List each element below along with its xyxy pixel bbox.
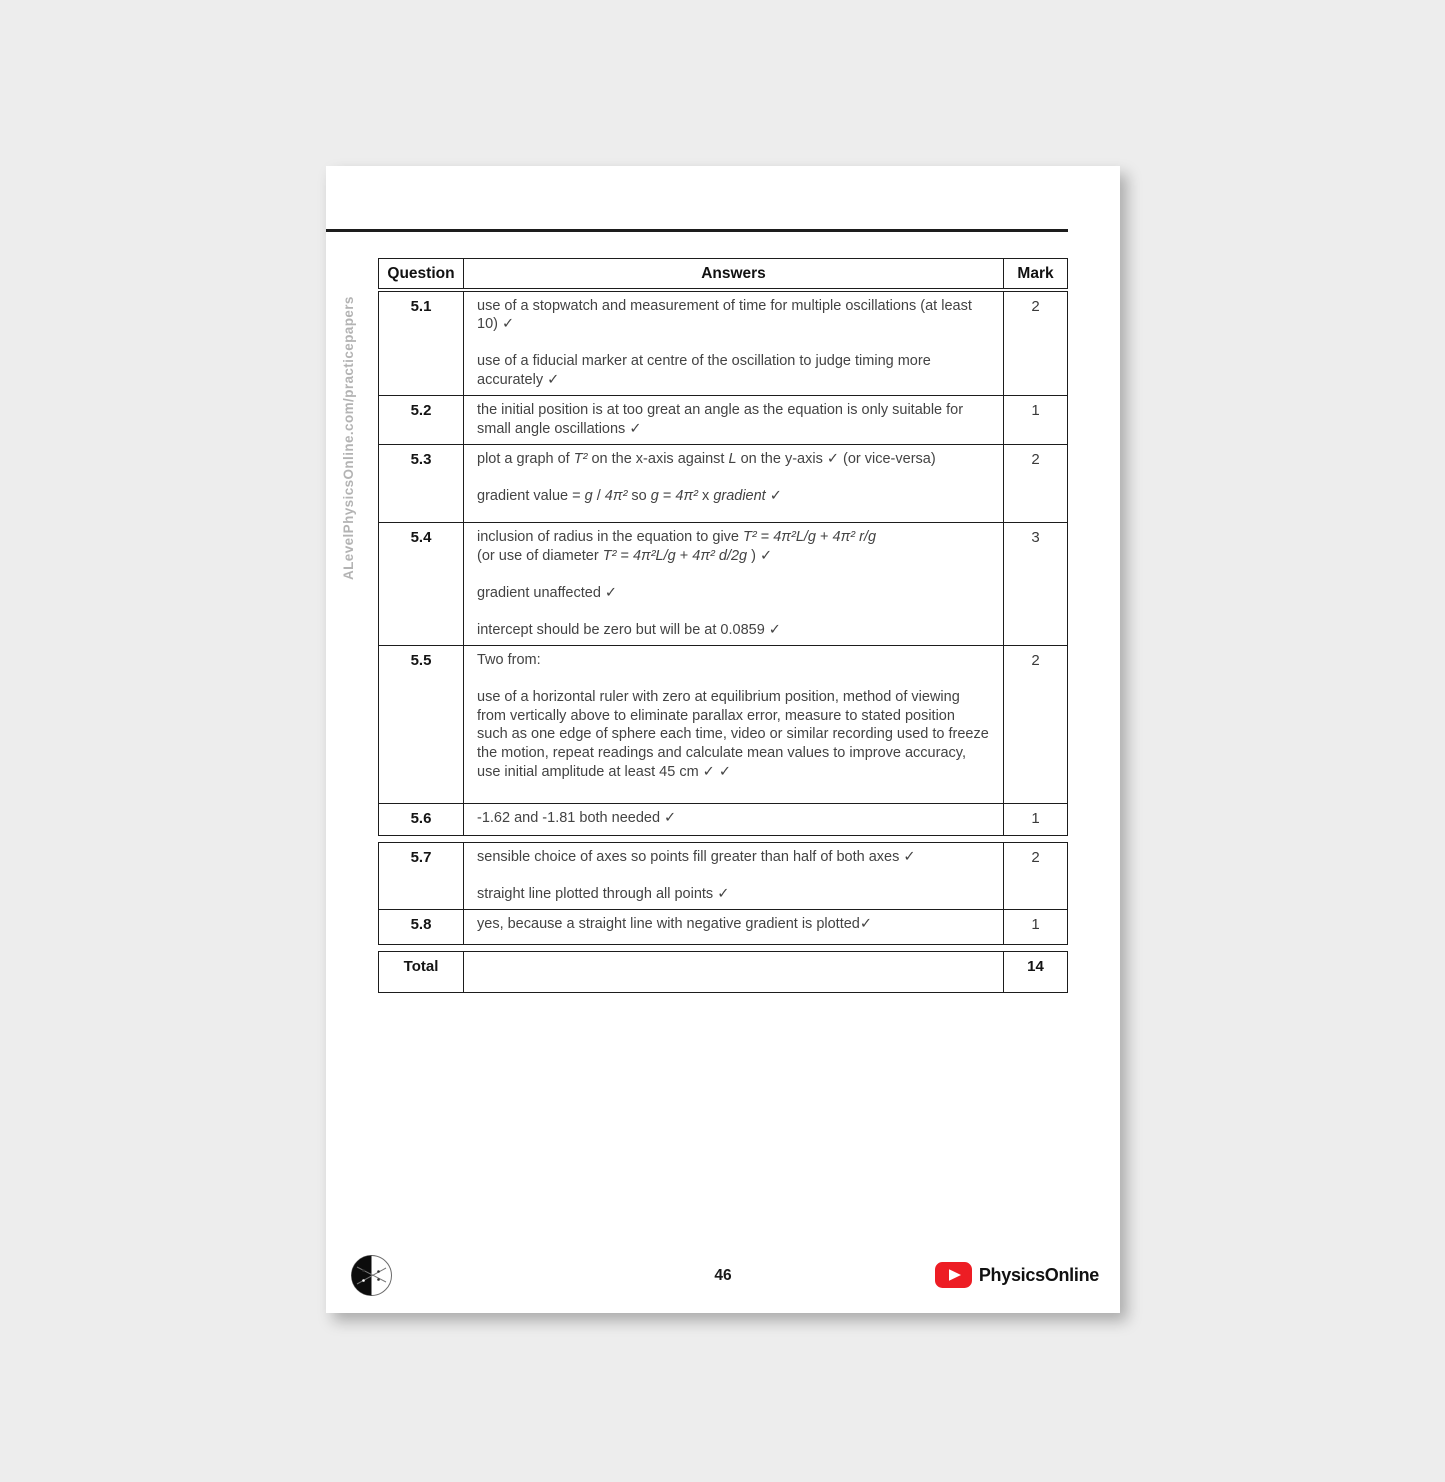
table-row (378, 395, 1068, 445)
answer-paragraph (477, 565, 989, 584)
document-page (326, 166, 1120, 1313)
answer-paragraph: use of a horizontal ruler with zero at equilibrium position, method of viewing from vertically above to eliminate parallax error, measure to stated position such as one edge of sphere each time, video or similar recording used to freeze the motion, repeat readings and calculate mean values to improve accuracy, use initial amplitude at least 45 cm ✓ ✓ (477, 689, 989, 780)
answer-cell (464, 952, 1003, 992)
answer-paragraph: use of a fiducial marker at centre of the oscillation to judge timing more accurately ✓ (477, 353, 931, 388)
question-cell: 5.8 (379, 910, 464, 944)
mark-cell: 2 (1003, 843, 1067, 910)
table-row (378, 444, 1068, 524)
mark-cell: 2 (1003, 292, 1067, 396)
table-row (378, 803, 1068, 836)
youtube-icon (935, 1262, 972, 1288)
question-cell: 5.7 (379, 843, 464, 910)
table-body (378, 291, 1068, 993)
answer-paragraph (477, 468, 989, 487)
answer-paragraph: gradient value = g / 4π² so g = 4π² x gradient ✓ (477, 487, 782, 504)
mark-cell: 1 (1003, 804, 1067, 835)
page-number: 46 (714, 1267, 732, 1284)
answer-cell (464, 523, 1003, 646)
mark-cell: 3 (1003, 523, 1067, 646)
answer-cell (464, 445, 1003, 523)
answer-paragraph (477, 670, 989, 689)
table-header-mark: Mark (1003, 259, 1067, 288)
table-row (378, 909, 1068, 945)
table-row (378, 291, 1068, 397)
answer-cell (464, 646, 1003, 804)
header-rule (326, 229, 1068, 232)
answer-paragraph (477, 334, 989, 353)
brand-name: PhysicsOnline (978, 1264, 1099, 1285)
mark-cell: 1 (1003, 396, 1067, 444)
answer-paragraph: plot a graph of T² on the x-axis against L on the y-axis ✓ (or vice-versa) (477, 450, 936, 467)
table-header-row (378, 258, 1068, 289)
question-cell: 5.4 (379, 523, 464, 646)
answer-paragraph: yes, because a straight line with negative gradient is plotted✓ (477, 916, 873, 933)
answer-paragraph: Two from: (477, 651, 541, 668)
answer-cell (464, 804, 1003, 835)
table-row (378, 522, 1068, 647)
question-cell: Total (379, 952, 464, 992)
mark-cell: 2 (1003, 445, 1067, 523)
question-cell: 5.5 (379, 646, 464, 804)
question-cell: 5.3 (379, 445, 464, 523)
answer-paragraph: intercept should be zero but will be at 0.0859 ✓ (477, 621, 781, 638)
answer-cell (464, 910, 1003, 944)
table-row-total (378, 951, 1068, 993)
answer-paragraph: use of a stopwatch and measurement of time for multiple oscillations (at least 10) ✓ (477, 297, 972, 333)
answer-cell (464, 292, 1003, 396)
answer-paragraph: gradient unaffected ✓ (477, 584, 618, 601)
brand-footer (935, 1262, 1099, 1288)
answer-cell (464, 396, 1003, 444)
table-row (378, 842, 1068, 911)
table-row (378, 645, 1068, 805)
mark-scheme-table (378, 258, 1068, 993)
mark-cell: 2 (1003, 646, 1067, 804)
answer-cell (464, 843, 1003, 910)
answer-paragraph: inclusion of radius in the equation to give T² = 4π²L/g + 4π² r/g (477, 528, 877, 545)
answer-paragraph: straight line plotted through all points ✓ (477, 886, 730, 903)
table-header-question: Question (379, 259, 464, 288)
question-cell: 5.6 (379, 804, 464, 835)
question-cell: 5.2 (379, 396, 464, 444)
table-header-answers: Answers (701, 264, 766, 282)
mark-cell: 14 (1003, 952, 1067, 992)
sidebar-watermark-url: ALevelPhysicsOnline.com/practicepapers (341, 296, 356, 580)
question-cell: 5.1 (379, 292, 464, 396)
answer-paragraph (477, 602, 989, 621)
answer-paragraph (477, 866, 989, 885)
mark-cell: 1 (1003, 910, 1067, 944)
answer-paragraph: -1.62 and -1.81 both needed ✓ (477, 810, 677, 827)
answer-paragraph: sensible choice of axes so points fill greater than half of both axes ✓ (477, 848, 916, 865)
answer-paragraph: (or use of diameter T² = 4π²L/g + 4π² d/2g ) ✓ (477, 547, 773, 564)
answer-paragraph: the initial position is at too great an angle as the equation is only suitable for small angle oscillations ✓ (477, 401, 964, 437)
